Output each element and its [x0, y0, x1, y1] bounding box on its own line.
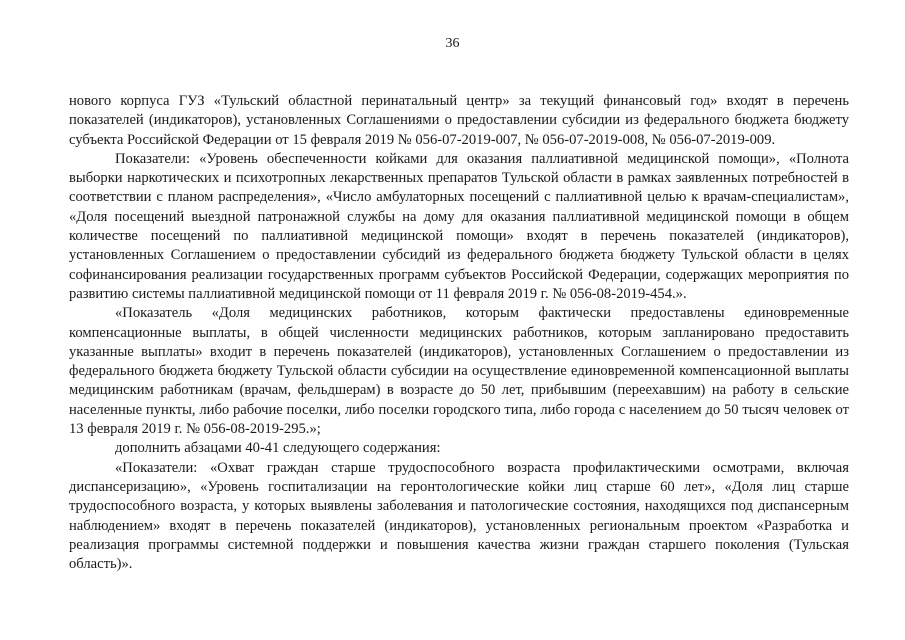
- paragraph-compensation-indicator: «Показатель «Доля медицинских работников, которым фактически предоставлены единовременные компенсационные выплаты, в общей численности медицинских работников, которым запланировано предоставить указанные выплаты» входит в перечень показателей (индикаторов), установленных Соглашением о предоставлении из федерального бюджета бюджету Тульской области субсидии на осуществление единовременной компенсационной выплаты медицинским работникам (врачам, фельдшерам) в возрасте до 50 лет, прибывшим (переехавшим) на работу в сельские населенные пункты, либо рабочие поселки, либо поселки городского типа, либо города с населением до 50 тысяч человек от 13 февраля 2019 г. № 056-08-2019-295.»;: [69, 305, 849, 438]
- paragraph-elderly-indicators: «Показатели: «Охват граждан старше трудоспособного возраста профилактическими осмотрами, включая диспансеризацию», «Уровень госпитализации на геронтологические койки лиц старше 60 лет», «Доля лиц старше трудоспособного возраста, у которых выявлены заболевания и патологические состояния, находящихся под диспансерным наблюдением» входят в перечень показателей (индикаторов), установленных региональным проектом «Разработка и реализация программы системной поддержки и повышения качества жизни граждан старшего поколения (Тульская область)».: [69, 459, 849, 573]
- paragraph-palliative-indicators: Показатели: «Уровень обеспеченности койками для оказания паллиативной медицинской помощи», «Полнота выборки наркотических и психотропных лекарственных препаратов Тульской области в рамках заявленных потребностей в соответствии с планом распределения», «Число амбулаторных посещений с паллиативной целью к врачам-специалистам», «Доля посещений выездной патронажной службы на дому для оказания паллиативной медицинской помощи в общем количестве посещений по паллиативной медицинской помощи» входят в перечень показателей (индикаторов), установленных Соглашением о предоставлении субсидий из федерального бюджета бюджету Тульской области в целях софинансирования реализации государственных программ субъектов Российской Федерации, содержащих мероприятия по развитию системы паллиативной медицинской помощи от 11 февраля 2019 г. № 056-08-2019-454.».: [69, 150, 849, 302]
- page-number: 36: [445, 36, 460, 51]
- document-body: [69, 92, 849, 574]
- paragraph-continuation: нового корпуса ГУЗ «Тульский областной перинатальный центр» за текущий финансовый год» входят в перечень показателей (индикаторов), установленных Соглашениями о предоставлении субсидии из федерального бюджета бюджету субъекта Российской Федерации от 15 февраля 2019 № 056-07-2019-007, № 056-07-2019-008, № 056-07-2019-009.: [69, 93, 849, 148]
- paragraph-amendment-note: дополнить абзацами 40-41 следующего содержания:: [115, 440, 441, 457]
